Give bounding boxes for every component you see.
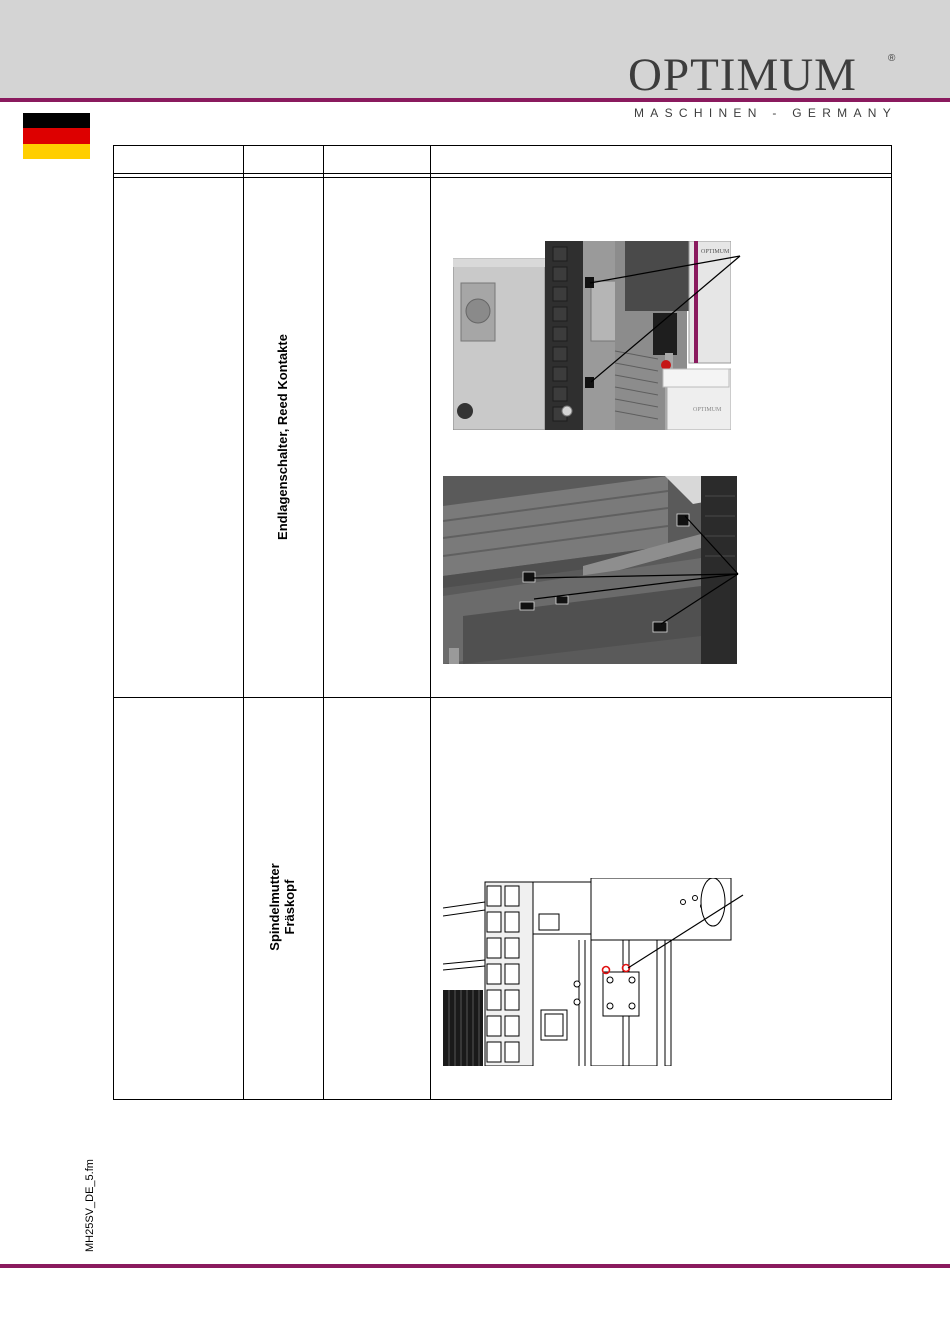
panel-logo-text: OPTIMUM bbox=[701, 249, 730, 255]
footer-filename: MH25SV_DE_5.fm bbox=[84, 1159, 96, 1252]
row-2-item-line2: Fräskopf bbox=[282, 879, 297, 935]
brand-name: OPTIMUM bbox=[628, 49, 857, 101]
footer-rule bbox=[0, 1264, 950, 1268]
row-1-item-label: Endlagenschalter, Reed Kontakte bbox=[275, 334, 290, 540]
row-2-item-line1: Spindelmutter bbox=[267, 863, 282, 951]
brand-tagline: MASCHINEN - GERMANY bbox=[634, 106, 898, 120]
registered-mark: ® bbox=[888, 53, 896, 64]
tank-logo-text: OPTIMUM bbox=[693, 407, 722, 413]
